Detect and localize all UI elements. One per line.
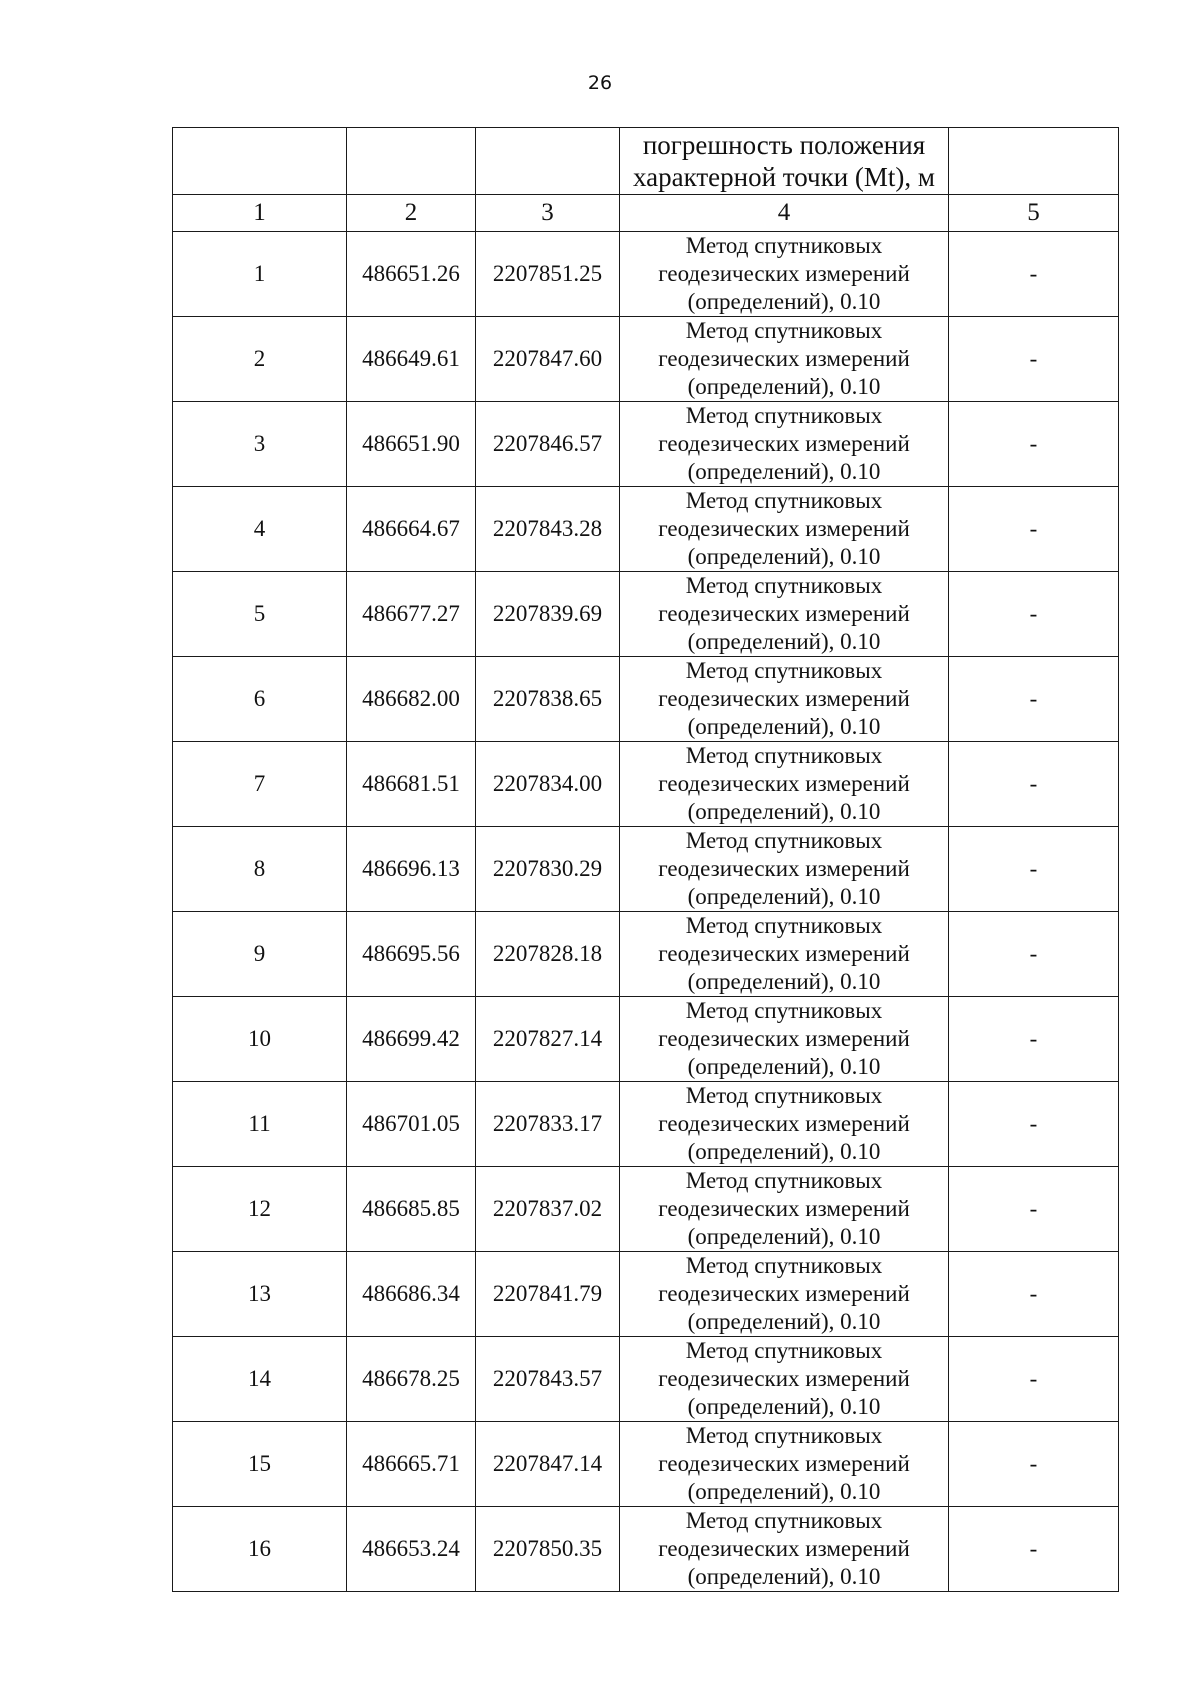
x-coordinate-cell: 486653.24 xyxy=(347,1507,476,1592)
header-cell-2 xyxy=(347,128,476,195)
method-cell xyxy=(620,1507,949,1592)
y-coordinate-cell: 2207828.18 xyxy=(476,912,620,997)
header-cell-1 xyxy=(173,128,347,195)
x-coordinate-cell: 486699.42 xyxy=(347,997,476,1082)
y-coordinate-cell: 2207843.28 xyxy=(476,487,620,572)
method-line: (определений), 0.10 xyxy=(687,1309,881,1334)
column-number-2: 2 xyxy=(347,195,476,232)
point-number-cell: 15 xyxy=(173,1422,347,1507)
method-cell xyxy=(620,997,949,1082)
point-number-cell: 5 xyxy=(173,572,347,657)
note-cell: - xyxy=(949,657,1119,742)
method-line: Метод спутниковых xyxy=(685,403,883,428)
method-line: геодезических измерений xyxy=(658,346,910,371)
note-cell: - xyxy=(949,487,1119,572)
table-row xyxy=(173,1422,1119,1507)
y-coordinate-cell: 2207839.69 xyxy=(476,572,620,657)
y-coordinate-cell: 2207830.29 xyxy=(476,827,620,912)
method-line: Метод спутниковых xyxy=(685,573,883,598)
y-coordinate-cell: 2207847.60 xyxy=(476,317,620,402)
x-coordinate-cell: 486649.61 xyxy=(347,317,476,402)
method-line: Метод спутниковых xyxy=(685,488,883,513)
table-row xyxy=(173,232,1119,317)
note-cell: - xyxy=(949,912,1119,997)
y-coordinate-cell: 2207846.57 xyxy=(476,402,620,487)
table-row xyxy=(173,402,1119,487)
method-line: (определений), 0.10 xyxy=(687,629,881,654)
point-number-cell: 9 xyxy=(173,912,347,997)
table-row xyxy=(173,997,1119,1082)
header-cell-3 xyxy=(476,128,620,195)
table-row xyxy=(173,572,1119,657)
method-line: Метод спутниковых xyxy=(685,743,883,768)
x-coordinate-cell: 486681.51 xyxy=(347,742,476,827)
note-cell: - xyxy=(949,1082,1119,1167)
x-coordinate-cell: 486696.13 xyxy=(347,827,476,912)
y-coordinate-cell: 2207850.35 xyxy=(476,1507,620,1592)
method-cell xyxy=(620,1167,949,1252)
note-cell: - xyxy=(949,1167,1119,1252)
method-cell xyxy=(620,572,949,657)
column-number-5: 5 xyxy=(949,195,1119,232)
method-line: Метод спутниковых xyxy=(685,658,883,683)
header-cell-4-line-2: характерной точки (Mt), м xyxy=(632,162,936,192)
method-line: Метод спутниковых xyxy=(685,1508,883,1533)
table-row xyxy=(173,1337,1119,1422)
method-line: (определений), 0.10 xyxy=(687,1564,881,1589)
column-number-1: 1 xyxy=(173,195,347,232)
method-line: (определений), 0.10 xyxy=(687,799,881,824)
x-coordinate-cell: 486678.25 xyxy=(347,1337,476,1422)
method-cell xyxy=(620,1422,949,1507)
y-coordinate-cell: 2207837.02 xyxy=(476,1167,620,1252)
header-cell-4 xyxy=(620,128,949,195)
point-number-cell: 11 xyxy=(173,1082,347,1167)
method-line: (определений), 0.10 xyxy=(687,1479,881,1504)
y-coordinate-cell: 2207851.25 xyxy=(476,232,620,317)
point-number-cell: 1 xyxy=(173,232,347,317)
point-number-cell: 2 xyxy=(173,317,347,402)
table-row xyxy=(173,317,1119,402)
column-number-3: 3 xyxy=(476,195,620,232)
method-line: (определений), 0.10 xyxy=(687,969,881,994)
method-cell xyxy=(620,1337,949,1422)
method-cell xyxy=(620,1082,949,1167)
method-line: (определений), 0.10 xyxy=(687,289,881,314)
table-body xyxy=(173,128,1119,1592)
table-row xyxy=(173,742,1119,827)
method-line: Метод спутниковых xyxy=(685,1083,883,1108)
y-coordinate-cell: 2207834.00 xyxy=(476,742,620,827)
y-coordinate-cell: 2207838.65 xyxy=(476,657,620,742)
column-number-4: 4 xyxy=(620,195,949,232)
y-coordinate-cell: 2207843.57 xyxy=(476,1337,620,1422)
method-line: (определений), 0.10 xyxy=(687,1224,881,1249)
note-cell: - xyxy=(949,572,1119,657)
x-coordinate-cell: 486686.34 xyxy=(347,1252,476,1337)
method-line: (определений), 0.10 xyxy=(687,1139,881,1164)
method-line: геодезических измерений xyxy=(658,1026,910,1051)
method-line: Метод спутниковых xyxy=(685,998,883,1023)
x-coordinate-cell: 486677.27 xyxy=(347,572,476,657)
table-row xyxy=(173,657,1119,742)
x-coordinate-cell: 486664.67 xyxy=(347,487,476,572)
method-cell xyxy=(620,827,949,912)
method-cell xyxy=(620,317,949,402)
table-row xyxy=(173,1252,1119,1337)
method-line: Метод спутниковых xyxy=(685,828,883,853)
method-cell xyxy=(620,402,949,487)
method-line: Метод спутниковых xyxy=(685,1253,883,1278)
method-line: геодезических измерений xyxy=(658,941,910,966)
point-number-cell: 13 xyxy=(173,1252,347,1337)
method-cell xyxy=(620,1252,949,1337)
method-line: (определений), 0.10 xyxy=(687,544,881,569)
y-coordinate-cell: 2207841.79 xyxy=(476,1252,620,1337)
x-coordinate-cell: 486695.56 xyxy=(347,912,476,997)
method-line: Метод спутниковых xyxy=(685,1338,883,1363)
method-line: (определений), 0.10 xyxy=(687,459,881,484)
note-cell: - xyxy=(949,232,1119,317)
method-cell xyxy=(620,912,949,997)
note-cell: - xyxy=(949,997,1119,1082)
y-coordinate-cell: 2207833.17 xyxy=(476,1082,620,1167)
point-number-cell: 4 xyxy=(173,487,347,572)
header-cell-5 xyxy=(949,128,1119,195)
table-row xyxy=(173,487,1119,572)
method-line: геодезических измерений xyxy=(658,1451,910,1476)
note-cell: - xyxy=(949,317,1119,402)
table-row xyxy=(173,1082,1119,1167)
method-line: геодезических измерений xyxy=(658,856,910,881)
y-coordinate-cell: 2207847.14 xyxy=(476,1422,620,1507)
point-number-cell: 6 xyxy=(173,657,347,742)
method-line: геодезических измерений xyxy=(658,601,910,626)
coordinates-table xyxy=(172,127,1119,1592)
method-line: геодезических измерений xyxy=(658,261,910,286)
method-line: (определений), 0.10 xyxy=(687,1054,881,1079)
method-line: Метод спутниковых xyxy=(685,233,883,258)
point-number-cell: 8 xyxy=(173,827,347,912)
note-cell: - xyxy=(949,827,1119,912)
point-number-cell: 14 xyxy=(173,1337,347,1422)
note-cell: - xyxy=(949,402,1119,487)
point-number-cell: 10 xyxy=(173,997,347,1082)
x-coordinate-cell: 486651.90 xyxy=(347,402,476,487)
method-line: геодезических измерений xyxy=(658,686,910,711)
note-cell: - xyxy=(949,1507,1119,1592)
x-coordinate-cell: 486685.85 xyxy=(347,1167,476,1252)
note-cell: - xyxy=(949,742,1119,827)
method-line: (определений), 0.10 xyxy=(687,884,881,909)
method-line: Метод спутниковых xyxy=(685,1423,883,1448)
point-number-cell: 7 xyxy=(173,742,347,827)
method-line: геодезических измерений xyxy=(658,431,910,456)
method-cell xyxy=(620,742,949,827)
method-line: геодезических измерений xyxy=(658,1281,910,1306)
x-coordinate-cell: 486682.00 xyxy=(347,657,476,742)
table-row xyxy=(173,1167,1119,1252)
method-line: геодезических измерений xyxy=(658,1196,910,1221)
y-coordinate-cell: 2207827.14 xyxy=(476,997,620,1082)
method-line: (определений), 0.10 xyxy=(687,714,881,739)
method-line: геодезических измерений xyxy=(658,1111,910,1136)
method-line: Метод спутниковых xyxy=(685,913,883,938)
method-line: геодезических измерений xyxy=(658,1366,910,1391)
method-line: геодезических измерений xyxy=(658,516,910,541)
point-number-cell: 3 xyxy=(173,402,347,487)
method-cell xyxy=(620,657,949,742)
method-cell xyxy=(620,487,949,572)
method-line: Метод спутниковых xyxy=(685,318,883,343)
header-row xyxy=(173,128,1119,195)
method-line: (определений), 0.10 xyxy=(687,1394,881,1419)
note-cell: - xyxy=(949,1337,1119,1422)
method-line: (определений), 0.10 xyxy=(687,374,881,399)
x-coordinate-cell: 486651.26 xyxy=(347,232,476,317)
method-line: геодезических измерений xyxy=(658,771,910,796)
table-row xyxy=(173,827,1119,912)
note-cell: - xyxy=(949,1422,1119,1507)
method-cell xyxy=(620,232,949,317)
method-line: Метод спутниковых xyxy=(685,1168,883,1193)
column-number-row xyxy=(173,195,1119,232)
x-coordinate-cell: 486701.05 xyxy=(347,1082,476,1167)
point-number-cell: 12 xyxy=(173,1167,347,1252)
note-cell: - xyxy=(949,1252,1119,1337)
table-row xyxy=(173,912,1119,997)
x-coordinate-cell: 486665.71 xyxy=(347,1422,476,1507)
point-number-cell: 16 xyxy=(173,1507,347,1592)
table-row xyxy=(173,1507,1119,1592)
method-line: геодезических измерений xyxy=(658,1536,910,1561)
header-cell-4-line-1: погрешность положения xyxy=(642,130,926,160)
page-number: 26 xyxy=(587,72,613,94)
